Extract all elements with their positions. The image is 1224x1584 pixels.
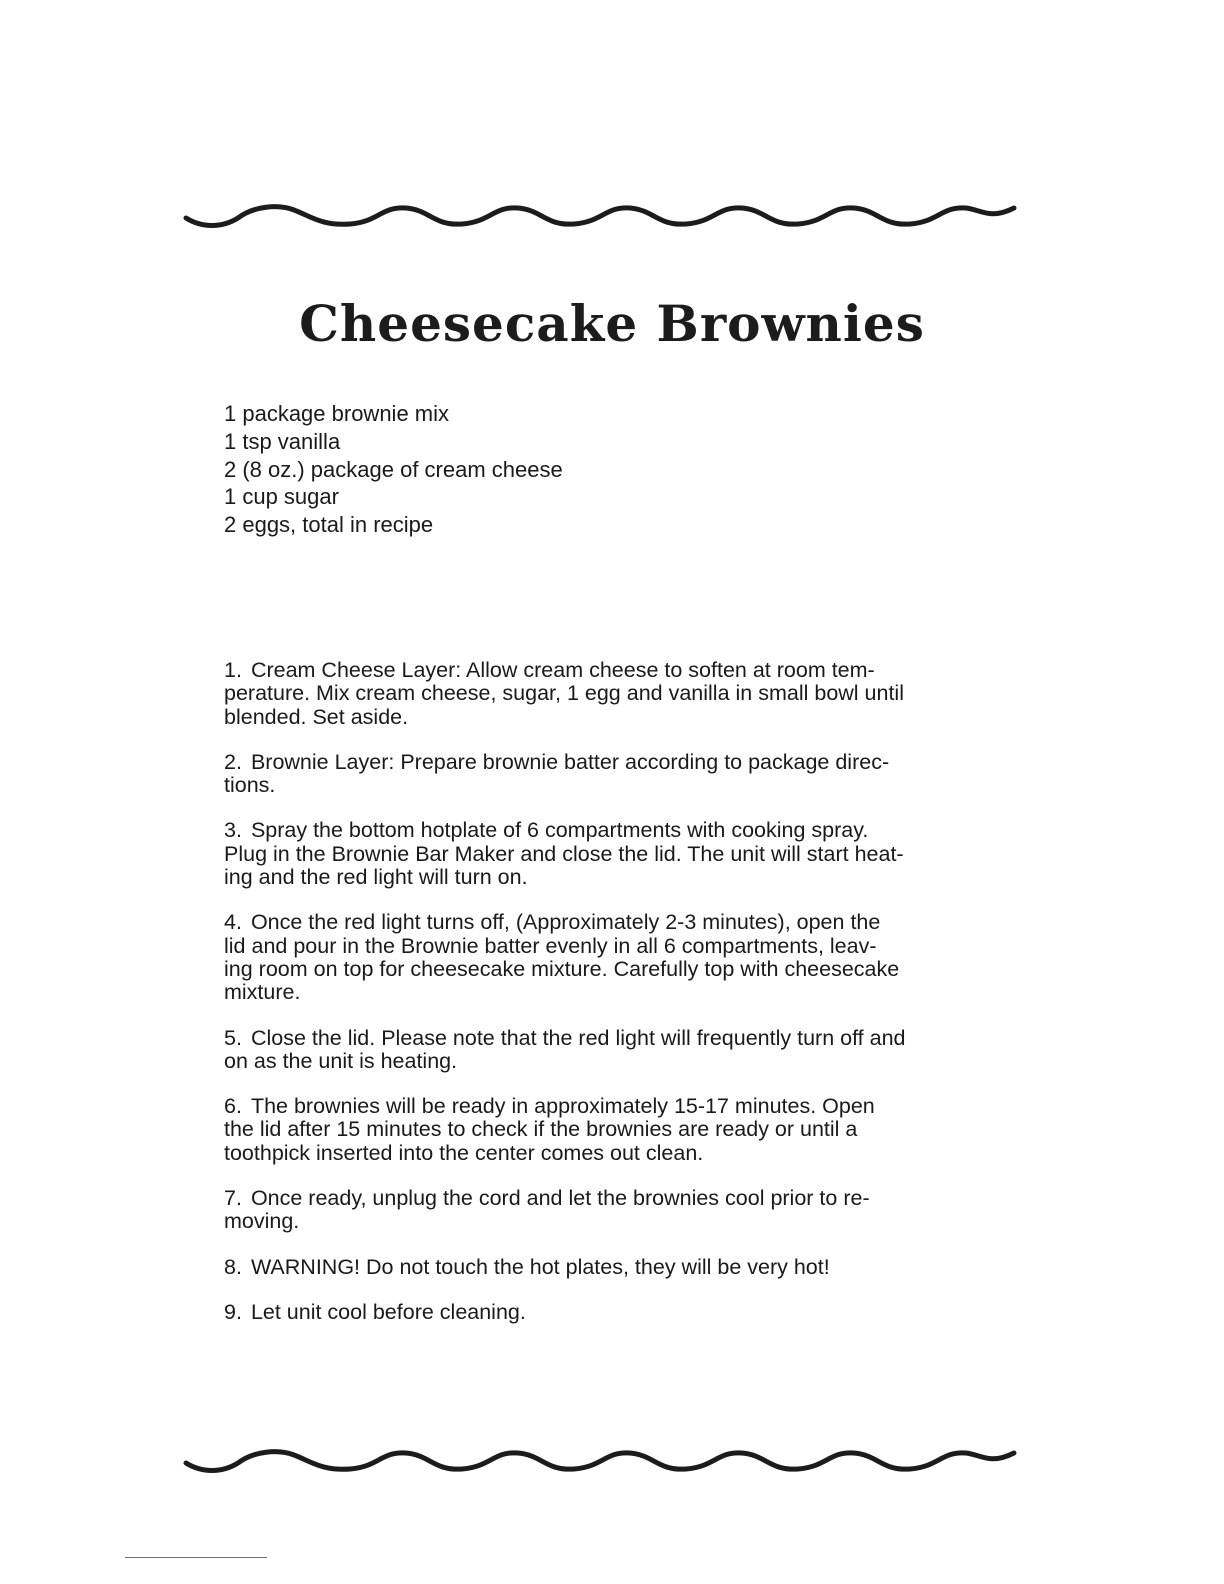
instruction-step [224,1256,984,1279]
step-number: 5. [224,1025,242,1050]
step-text: Close the lid. Please note that the red light will frequently turn off and on as the unit is heating. [224,1025,906,1073]
instruction-step [224,911,984,1004]
step-number: 2. [224,749,242,774]
ingredient-list [224,400,563,539]
instruction-step [224,1301,984,1324]
step-text: The brownies will be ready in approximately 15-17 minutes. Open the lid after 15 minutes to check if the brownies are ready or until a toothpick inserted into the center comes out clean. [224,1094,875,1165]
instruction-step [224,819,984,889]
step-text: Brownie Layer: Prepare brownie batter according to package direc- tions. [224,749,890,798]
step-text: Once the red light turns off, (Approximately 2-3 minutes), open the lid and pour in the Brownie batter evenly in all 6 compartments, leav- ing room on top for cheesecake mixture. Carefully top with cheesecake mixture. [224,910,900,1005]
step-number: 9. [224,1299,242,1324]
ingredient-item: 1 package brownie mix [224,401,450,426]
step-text: Let unit cool before cleaning. [250,1299,526,1324]
step-number: 3. [224,818,242,843]
instruction-step [224,751,984,798]
step-number: 1. [224,658,242,682]
instruction-step [224,1027,984,1074]
instruction-step [224,1187,984,1234]
step-text: Spray the bottom hotplate of 6 compartments with cooking spray. Plug in the Brownie Bar Maker and close the lid. The unit will start heat- ing and the red light will turn on. [224,818,904,890]
recipe-title: Cheesecake Brownies [299,294,925,353]
step-text: WARNING! Do not touch the hot plates, they will be very hot! [250,1254,830,1279]
wave-divider-top [182,196,1018,236]
step-number: 6. [224,1094,242,1119]
ingredient-item: 2 (8 oz.) package of cream cheese [224,456,563,482]
wave-divider-bottom [182,1441,1018,1481]
instruction-step [224,1095,984,1165]
ingredient-item: 1 tsp vanilla [224,428,341,454]
instruction-list [224,659,984,1346]
step-text: Cream Cheese Layer: Allow cream cheese to soften at room tem- perature. Mix cream cheese, sugar, 1 egg and vanilla in small bowl until blended. Set aside. [224,658,904,729]
ingredient-item: 1 cup sugar [224,484,339,510]
ingredient-item: 2 eggs, total in recipe [224,512,434,538]
footer-rule [125,1557,267,1558]
step-number: 7. [224,1186,242,1211]
step-text: Once ready, unplug the cord and let the brownies cool prior to re- moving. [224,1186,870,1234]
instruction-step [224,659,984,729]
step-number: 4. [224,910,242,935]
step-number: 8. [224,1254,242,1279]
